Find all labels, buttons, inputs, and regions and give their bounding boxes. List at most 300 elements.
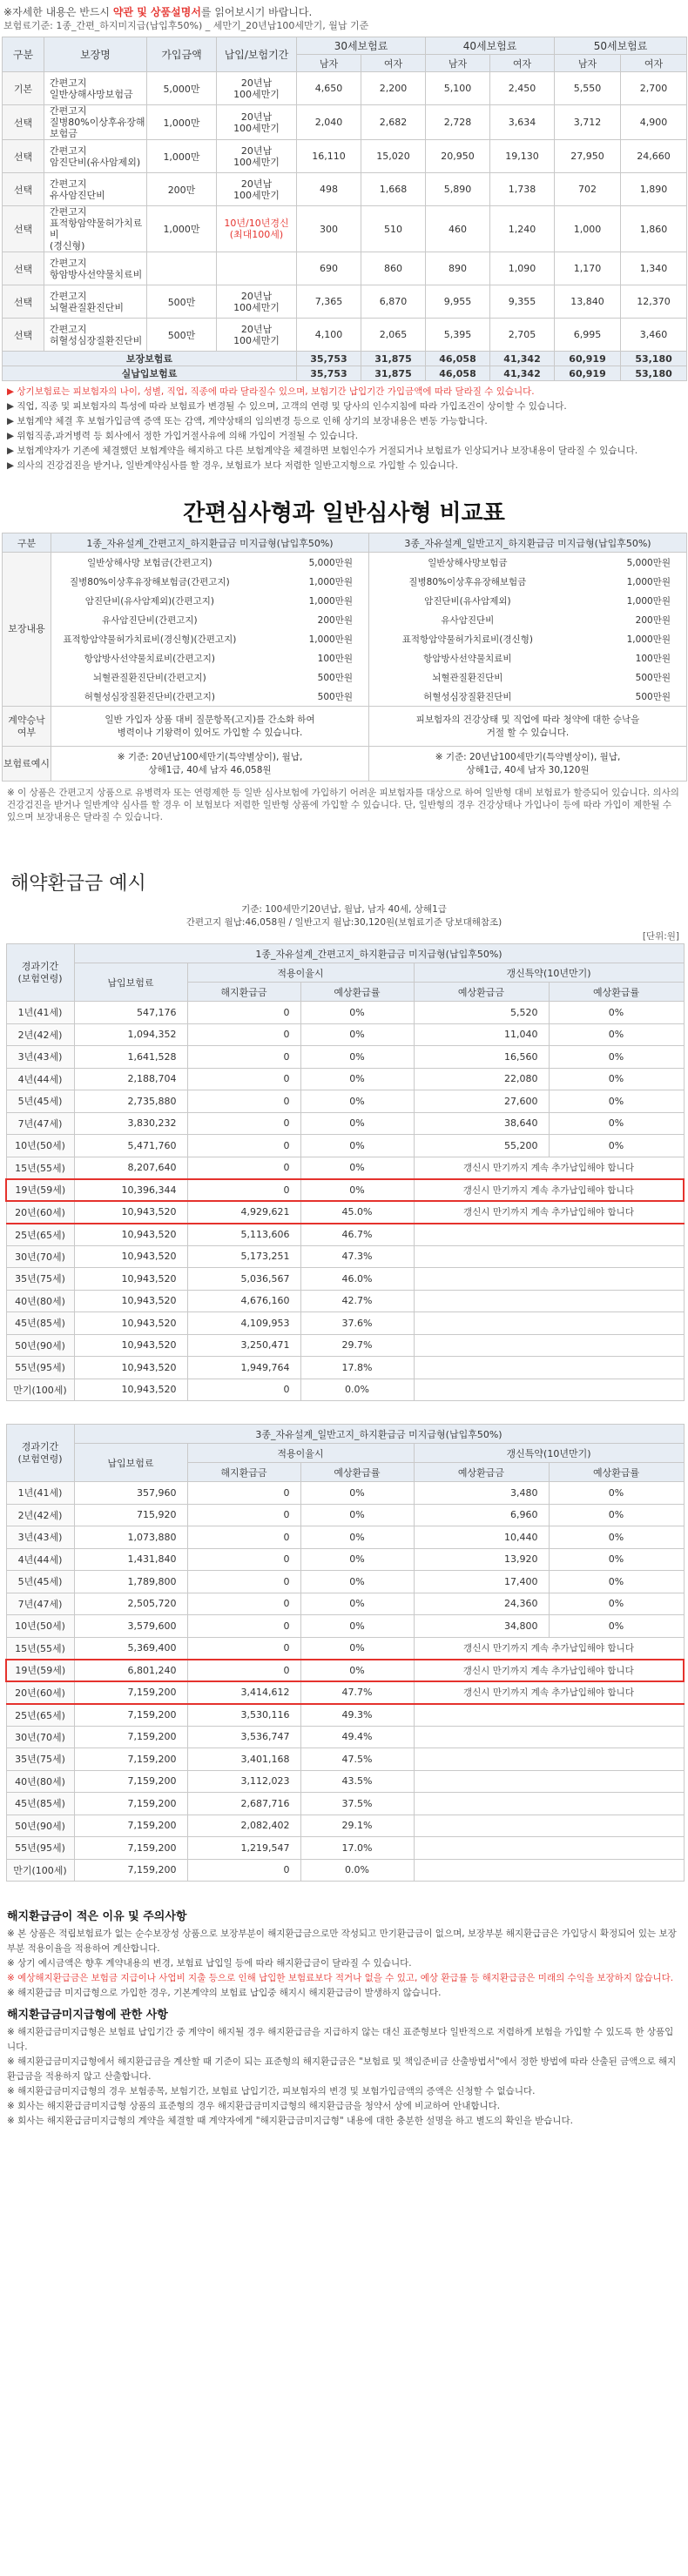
refund2-row [6, 1526, 684, 1549]
refund1-cell-rate: 0% [300, 1135, 414, 1157]
refund2-cell-rate: 47.7% [300, 1681, 414, 1704]
compare-item-amount: 500만원 [317, 672, 353, 683]
refund2-cell-renew-empty [414, 1837, 684, 1860]
refund2-row [6, 1615, 684, 1638]
refund2-cell-renew-note: 갱신시 만기까지 계속 추가납입해야 합니다 [414, 1660, 684, 1682]
compare-item-name: 유사암진단비 [441, 614, 495, 626]
premium-cell-coverage: 간편고지 허혈성심장질환진단비 [44, 319, 147, 352]
section-refund-caution-line: ※ 예상해지환급금은 보험금 지급이나 사업비 지출 등으로 인해 납입한 보험료보다 적거나 없을 수 있고, 예상 환급률 등 해지환급금은 미래의 수익을 보장하지 않습니다. [7, 1973, 674, 1983]
refund2-cell-paid: 7,159,200 [74, 1837, 187, 1860]
premium-row [3, 105, 687, 140]
refund2-cell-rate: 47.5% [300, 1748, 414, 1771]
refund1-cell-rate: 29.7% [300, 1334, 414, 1357]
refund2-cell-rate: 29.1% [300, 1815, 414, 1837]
section-refund-caution-line: ※ 본 상품은 적립보험료가 없는 순수보장성 상품으로 보장부분이 해지환급금으로만 작성되고 만기환급금이 없으며, 보장부분 해지환급금은 가입당시 확정되어 있는 보장부분 적용이율을 적용하여 계산합니다. [7, 1929, 677, 1954]
premium-sum-value: 60,919 [555, 352, 621, 366]
premium-cell-amount: 5,000만 [147, 72, 217, 105]
refund1-cell-renew-empty [414, 1379, 684, 1401]
refund1-row [6, 1068, 684, 1090]
premium-cell-coverage: 간편고지 표적항암약물허가치료비 (경신형) [44, 206, 147, 252]
premium-sum-value: 53,180 [621, 366, 687, 381]
premium-cell-value: 1,170 [555, 252, 621, 285]
premium-header-male: 남자 [297, 55, 361, 72]
compare-item-name: 뇌혈관질환진단비(간편고지) [92, 672, 206, 683]
refund1-cell-renew-refund: 38,640 [414, 1112, 549, 1135]
premium-cell-period: 20년납 100세만기 [217, 319, 297, 352]
refund1-cell-rate: 17.8% [300, 1357, 414, 1379]
compare-right-example: ※ 기준: 20년납100세만기(특약별상이), 월납, 상해1급, 40세 남자 30,120원 [369, 747, 687, 782]
section-refund-caution-title: 해지환급금이 적은 이유 및 주의사항 [7, 1910, 187, 1923]
refund1-cell-paid: 547,176 [74, 1002, 187, 1024]
refund1-cell-period: 35년(75세) [6, 1268, 74, 1291]
section-no-refund-info-title: 해지환급금미지급형에 관한 사항 [7, 2009, 168, 2022]
compare-item [51, 648, 368, 667]
refund2-cell-period: 19년(59세) [6, 1660, 74, 1682]
refund2-cell-period: 4년(44세) [6, 1548, 74, 1571]
premium-cell-category: 선택 [3, 105, 44, 140]
refund1-cell-renew-refund: 22,080 [414, 1068, 549, 1090]
premium-row [3, 252, 687, 285]
refund1-cell-paid: 10,943,520 [74, 1312, 187, 1335]
compare-item-amount: 5,000만원 [308, 557, 353, 568]
refund2-cell-renew-empty [414, 1859, 684, 1882]
refund2-cell-rate: 0% [300, 1593, 414, 1615]
premium-cell-value: 5,550 [555, 72, 621, 105]
refund2-header-renew: 갱신특약(10년만기) [414, 1444, 684, 1463]
premium-sum-value: 35,753 [297, 352, 361, 366]
premium-sum-value: 31,875 [361, 352, 426, 366]
premium-header-category: 구분 [3, 37, 44, 72]
refund1-cell-refund: 0 [187, 1068, 300, 1090]
premium-basis: 보험료기준: 1종_간편_하지미지급(납입후50%) _ 세만기_20년납100세만기, 월납 기준 [3, 20, 369, 31]
refund2-cell-refund: 0 [187, 1526, 300, 1549]
refund1-cell-renew-refund: 11,040 [414, 1023, 549, 1046]
premium-header-female: 여자 [621, 55, 687, 72]
refund1-cell-rate: 46.7% [300, 1224, 414, 1246]
premium-sum-label: 보장보험료 [3, 352, 297, 366]
premium-note: ▶ 위험직종,과거병력 등 회사에서 정한 가입거절사유에 의해 가입이 거절될 수 있습니다. [7, 431, 359, 441]
premium-cell-value: 6,870 [361, 285, 426, 319]
premium-row [3, 319, 687, 352]
refund1-cell-refund: 0 [187, 1090, 300, 1113]
premium-cell-value: 15,020 [361, 140, 426, 173]
refund2-cell-refund: 0 [187, 1504, 300, 1526]
premium-cell-value: 4,650 [297, 72, 361, 105]
refund2-cell-period: 1년(41세) [6, 1482, 74, 1505]
premium-cell-value: 3,460 [621, 319, 687, 352]
refund2-cell-refund: 3,401,168 [187, 1748, 300, 1771]
compare-item-amount: 1,000만원 [626, 576, 671, 587]
refund2-cell-renew-empty [414, 1726, 684, 1748]
premium-cell-value: 6,995 [555, 319, 621, 352]
premium-cell-value: 4,100 [297, 319, 361, 352]
refund2-row [6, 1748, 684, 1771]
compare-item-amount: 1,000만원 [308, 576, 353, 587]
notice-prefix: ※자세한 내용은 반드시 [3, 6, 113, 18]
premium-row [3, 173, 687, 206]
premium-cell-value: 1,340 [621, 252, 687, 285]
refund1-cell-rate: 0% [300, 1112, 414, 1135]
refund1-row [6, 1224, 684, 1246]
refund2-header-rrefund: 예상환급금 [414, 1463, 549, 1482]
refund1-row [6, 1357, 684, 1379]
premium-row [3, 206, 687, 252]
refund2-cell-rate: 0.0% [300, 1859, 414, 1882]
refund1-header-rate: 예상환급률 [300, 983, 414, 1002]
refund2-cell-renew-refund: 10,440 [414, 1526, 549, 1549]
premium-cell-value: 5,100 [426, 72, 490, 105]
refund1-cell-period: 4년(44세) [6, 1068, 74, 1090]
refund1-cell-period: 30년(70세) [6, 1245, 74, 1268]
refund1-header-renew: 갱신특약(10년만기) [414, 963, 684, 983]
refund1-header-period: 경과기간 (보험연령) [6, 944, 74, 1002]
refund1-cell-refund: 3,250,471 [187, 1334, 300, 1357]
refund2-row [6, 1637, 684, 1660]
refund1-cell-rate: 46.0% [300, 1268, 414, 1291]
refund1-header-paid: 납입보험료 [74, 963, 187, 1002]
refund2-cell-renew-empty [414, 1770, 684, 1793]
compare-item-amount: 1,000만원 [308, 634, 353, 645]
premium-header-male: 남자 [426, 55, 490, 72]
premium-cell-amount: 200만 [147, 173, 217, 206]
refund1-cell-paid: 2,188,704 [74, 1068, 187, 1090]
compare-item-name: 일반상해사망보험금 [428, 557, 508, 568]
refund2-cell-refund: 0 [187, 1615, 300, 1638]
premium-cell-coverage: 간편고지 유사암진단비 [44, 173, 147, 206]
refund1-cell-paid: 10,943,520 [74, 1334, 187, 1357]
notice-suffix: 를 읽어보시기 바랍니다. [200, 6, 313, 18]
compare-item-amount: 1,000만원 [626, 634, 671, 645]
compare-item-amount: 1,000만원 [626, 595, 671, 607]
refund1-cell-renew-rate: 0% [549, 1112, 684, 1135]
premium-cell-value: 690 [297, 252, 361, 285]
premium-cell-value: 2,728 [426, 105, 490, 140]
refund2-cell-period: 만기(100세) [6, 1859, 74, 1882]
compare-cat-coverage: 보장내용 [3, 553, 51, 707]
premium-cell-value: 1,090 [490, 252, 555, 285]
refund2-cell-rate: 0% [300, 1548, 414, 1571]
refund1-cell-paid: 10,943,520 [74, 1379, 187, 1401]
premium-notes [0, 381, 688, 473]
refund-basis: 기준: 100세만기20년납, 월납, 남자 40세, 상해1급 간편고지 월납:46,058원 / 일반고지 월납:30,120원(보험료기준 당보대해참조) [185, 904, 503, 928]
refund2-cell-rate: 0% [300, 1615, 414, 1638]
refund2-cell-period: 3년(43세) [6, 1526, 74, 1549]
refund2-cell-paid: 7,159,200 [74, 1681, 187, 1704]
premium-cell-value: 2,200 [361, 72, 426, 105]
premium-cell-amount: 1,000만 [147, 105, 217, 140]
section-refund-caution-line: ※ 해지환급금 미지급형으로 가입한 경우, 기본계약의 보험료 납입중 해지시 해지환급금이 발생하지 않습니다. [7, 1988, 442, 1998]
refund1-cell-renew-empty [414, 1268, 684, 1291]
compare-item-name: 허혈성심장질환진단비(간편고지) [84, 691, 215, 702]
premium-cell-coverage: 간편고지 질병80%이상후유장해보험금 [44, 105, 147, 140]
refund2-row [6, 1681, 684, 1704]
refund2-row [6, 1815, 684, 1837]
refund1-cell-renew-empty [414, 1312, 684, 1335]
refund2-cell-renew-rate: 0% [549, 1504, 684, 1526]
premium-sum-value: 41,342 [490, 352, 555, 366]
compare-cat-example: 보험료예시 [3, 747, 51, 782]
refund1-cell-renew-refund: 5,520 [414, 1002, 549, 1024]
refund1-cell-refund: 0 [187, 1112, 300, 1135]
premium-cell-value: 9,955 [426, 285, 490, 319]
premium-cell-value: 3,634 [490, 105, 555, 140]
premium-cell-category: 선택 [3, 173, 44, 206]
compare-item-name: 일반상해사망 보험금(간편고지) [87, 557, 212, 568]
premium-cell-value: 3,712 [555, 105, 621, 140]
compare-item [369, 648, 686, 667]
refund2-cell-renew-refund: 17,400 [414, 1571, 549, 1593]
refund1-cell-renew-refund: 55,200 [414, 1135, 549, 1157]
refund2-cell-period: 35년(75세) [6, 1748, 74, 1771]
compare-item-name: 암진단비(유사암제외)(간편고지) [84, 595, 214, 607]
premium-cell-value: 4,900 [621, 105, 687, 140]
refund2-cell-period: 55년(95세) [6, 1837, 74, 1860]
premium-sum-value: 46,058 [426, 352, 490, 366]
refund1-cell-refund: 4,109,953 [187, 1312, 300, 1335]
premium-cell-value: 13,840 [555, 285, 621, 319]
premium-cell-value: 2,700 [621, 72, 687, 105]
refund2-header-refund: 해지환급금 [187, 1463, 300, 1482]
premium-cell-value: 2,450 [490, 72, 555, 105]
refund2-cell-rate: 0% [300, 1504, 414, 1526]
refund1-cell-renew-note: 갱신시 만기까지 계속 추가납입해야 합니다 [414, 1179, 684, 1202]
refund2-cell-refund: 0 [187, 1482, 300, 1505]
refund1-row [6, 1157, 684, 1179]
refund2-cell-renew-rate: 0% [549, 1615, 684, 1638]
refund1-cell-refund: 0 [187, 1023, 300, 1046]
premium-row [3, 140, 687, 173]
refund2-caption: 3종_자유설계_일반고지_하지환급금 미지급형(납입후50%) [74, 1425, 684, 1444]
refund-table-2 [5, 1424, 685, 1882]
refund2-cell-rate: 49.4% [300, 1726, 414, 1748]
refund1-cell-refund: 5,113,606 [187, 1224, 300, 1246]
refund2-cell-renew-empty [414, 1748, 684, 1771]
compare-item [369, 629, 686, 648]
premium-cell-value: 1,738 [490, 173, 555, 206]
premium-header-female: 여자 [361, 55, 426, 72]
refund1-cell-period: 40년(80세) [6, 1290, 74, 1312]
refund2-cell-refund: 2,082,402 [187, 1815, 300, 1837]
refund1-cell-refund: 0 [187, 1135, 300, 1157]
refund2-cell-renew-rate: 0% [549, 1593, 684, 1615]
refund2-row [6, 1571, 684, 1593]
premium-cell-value: 9,355 [490, 285, 555, 319]
refund2-cell-period: 10년(50세) [6, 1615, 74, 1638]
refund1-row [6, 1135, 684, 1157]
refund2-row [6, 1504, 684, 1526]
refund2-row [6, 1482, 684, 1505]
refund1-cell-rate: 0% [300, 1023, 414, 1046]
refund2-cell-period: 20년(60세) [6, 1681, 74, 1704]
refund2-cell-renew-empty [414, 1793, 684, 1815]
premium-cell-value: 890 [426, 252, 490, 285]
refund1-cell-rate: 0% [300, 1179, 414, 1202]
refund1-cell-renew-empty [414, 1224, 684, 1246]
refund2-cell-paid: 7,159,200 [74, 1815, 187, 1837]
compare-item [369, 553, 686, 572]
refund2-cell-refund: 0 [187, 1593, 300, 1615]
refund1-cell-period: 5년(45세) [6, 1090, 74, 1113]
refund2-cell-period: 5년(45세) [6, 1571, 74, 1593]
refund2-row [6, 1726, 684, 1748]
refund2-header-paid: 납입보험료 [74, 1444, 187, 1482]
refund2-cell-renew-empty [414, 1815, 684, 1837]
refund2-cell-refund: 3,414,612 [187, 1681, 300, 1704]
refund1-cell-period: 50년(90세) [6, 1334, 74, 1357]
refund2-cell-rate: 0% [300, 1571, 414, 1593]
premium-table [2, 37, 687, 381]
compare-item [51, 553, 368, 572]
refund1-cell-period: 7년(47세) [6, 1112, 74, 1135]
refund2-cell-paid: 7,159,200 [74, 1726, 187, 1748]
compare-left-items [51, 553, 369, 707]
refund2-cell-period: 30년(70세) [6, 1726, 74, 1748]
refund2-cell-refund: 3,112,023 [187, 1770, 300, 1793]
premium-cell-amount [147, 252, 217, 285]
premium-cell-value: 12,370 [621, 285, 687, 319]
refund2-cell-paid: 7,159,200 [74, 1859, 187, 1882]
refund2-row [6, 1660, 684, 1682]
section-no-refund-info-line: ※ 해지환급금미지급형의 경우 보험종목, 보험기간, 보험료 납입기간, 피보험자의 변경 및 보험가입금액의 증액은 신청할 수 없습니다. [7, 2086, 536, 2096]
refund2-cell-paid: 6,801,240 [74, 1660, 187, 1682]
refund1-cell-refund: 4,929,621 [187, 1201, 300, 1224]
refund1-cell-paid: 10,943,520 [74, 1290, 187, 1312]
refund2-header-period: 경과기간 (보험연령) [6, 1425, 74, 1482]
premium-sum-value: 35,753 [297, 366, 361, 381]
premium-cell-value: 5,395 [426, 319, 490, 352]
refund1-row [6, 1090, 684, 1113]
compare-item-amount: 500만원 [317, 691, 353, 702]
refund1-cell-paid: 10,943,520 [74, 1245, 187, 1268]
refund1-cell-paid: 10,943,520 [74, 1201, 187, 1224]
premium-cell-amount: 1,000만 [147, 140, 217, 173]
compare-item [51, 687, 368, 706]
refund2-cell-refund: 3,536,747 [187, 1726, 300, 1748]
premium-cell-period: 10년/10년경신 (최대100세) [217, 206, 297, 252]
premium-cell-value: 460 [426, 206, 490, 252]
premium-cell-amount: 500만 [147, 319, 217, 352]
premium-sum-label: 실납입보험료 [3, 366, 297, 381]
compare-table [2, 533, 687, 782]
premium-cell-amount: 1,000만 [147, 206, 217, 252]
refund1-cell-refund: 0 [187, 1179, 300, 1202]
compare-left-example: ※ 기준: 20년납100세만기(특약별상이), 월납, 상해1급, 40세 남자 46,058원 [51, 747, 369, 782]
refund2-cell-paid: 715,920 [74, 1504, 187, 1526]
premium-cell-value: 27,950 [555, 140, 621, 173]
refund1-cell-rate: 37.6% [300, 1312, 414, 1335]
refund2-cell-rate: 37.5% [300, 1793, 414, 1815]
refund1-header-rrate: 예상환급률 [549, 983, 684, 1002]
premium-cell-value: 24,660 [621, 140, 687, 173]
premium-cell-coverage: 간편고지 일반상해사망보험금 [44, 72, 147, 105]
refund2-cell-paid: 7,159,200 [74, 1748, 187, 1771]
refund2-cell-renew-refund: 13,920 [414, 1548, 549, 1571]
refund2-cell-renew-note: 갱신시 만기까지 계속 추가납입해야 합니다 [414, 1637, 684, 1660]
premium-cell-value: 510 [361, 206, 426, 252]
premium-cell-category: 선택 [3, 140, 44, 173]
refund2-header-at: 적용이율시 [187, 1444, 414, 1463]
premium-cell-value: 498 [297, 173, 361, 206]
refund2-cell-rate: 0% [300, 1526, 414, 1549]
refund1-cell-period: 2년(42세) [6, 1023, 74, 1046]
refund1-cell-paid: 1,094,352 [74, 1023, 187, 1046]
refund1-header-refund: 해지환급금 [187, 983, 300, 1002]
compare-item-name: 항암방사선약물치료비 [423, 653, 512, 664]
refund2-cell-paid: 5,369,400 [74, 1637, 187, 1660]
refund1-cell-paid: 8,207,640 [74, 1157, 187, 1179]
refund-title: 해약환급금 예시 [10, 873, 146, 895]
refund2-cell-refund: 0 [187, 1660, 300, 1682]
refund1-cell-paid: 10,943,520 [74, 1268, 187, 1291]
refund1-cell-period: 55년(95세) [6, 1357, 74, 1379]
premium-sum-value: 53,180 [621, 352, 687, 366]
refund1-row [6, 1379, 684, 1401]
refund1-cell-period: 1년(41세) [6, 1002, 74, 1024]
refund2-cell-period: 25년(65세) [6, 1704, 74, 1727]
refund1-cell-period: 만기(100세) [6, 1379, 74, 1401]
refund1-cell-renew-refund: 27,600 [414, 1090, 549, 1113]
compare-item [51, 629, 368, 648]
premium-header-period: 납입/보험기간 [217, 37, 297, 72]
refund2-cell-paid: 1,431,840 [74, 1548, 187, 1571]
refund2-cell-renew-empty [414, 1704, 684, 1727]
section-refund-caution-line: ※ 상기 예시금액은 향후 계약내용의 변경, 보험료 납입일 등에 따라 해지환급금이 달라질 수 있습니다. [7, 1958, 412, 1969]
refund1-cell-rate: 42.7% [300, 1290, 414, 1312]
refund1-cell-refund: 0 [187, 1002, 300, 1024]
refund1-cell-renew-rate: 0% [549, 1002, 684, 1024]
compare-right-items [369, 553, 687, 707]
compare-item [51, 572, 368, 591]
refund2-cell-renew-refund: 24,360 [414, 1593, 549, 1615]
refund2-cell-period: 7년(47세) [6, 1593, 74, 1615]
refund1-cell-period: 25년(65세) [6, 1224, 74, 1246]
premium-header-coverage: 보장명 [44, 37, 147, 72]
refund1-row [6, 1046, 684, 1069]
refund2-row [6, 1593, 684, 1615]
compare-item [369, 591, 686, 610]
compare-item-name: 항암방사선약물치료비(간편고지) [84, 653, 215, 664]
refund2-cell-renew-rate: 0% [549, 1482, 684, 1505]
section-no-refund-info-line: ※ 회사는 해지환급금미지급형 상품의 표준형의 경우 해지환급금미지급형의 해지환급금을 청약서 상에 비교하여 안내합니다. [7, 2101, 501, 2111]
section-no-refund-info-line: ※ 회사는 해지환급금미지급형의 계약을 체결할 때 계약자에게 "해지환급금미지급형" 내용에 대한 충분한 설명을 하고 별도의 확인을 받습니다. [7, 2116, 574, 2126]
refund2-cell-paid: 7,159,200 [74, 1770, 187, 1793]
refund1-cell-paid: 2,735,880 [74, 1090, 187, 1113]
refund2-header-rate: 예상환급률 [300, 1463, 414, 1482]
refund2-cell-refund: 3,530,116 [187, 1704, 300, 1727]
premium-cell-category: 기본 [3, 72, 44, 105]
premium-cell-value: 702 [555, 173, 621, 206]
refund1-cell-paid: 5,471,760 [74, 1135, 187, 1157]
refund2-cell-period: 40년(80세) [6, 1770, 74, 1793]
compare-item-name: 질병80%이상후유장해보험금 [408, 576, 527, 587]
refund1-cell-refund: 0 [187, 1157, 300, 1179]
refund1-cell-renew-rate: 0% [549, 1046, 684, 1069]
premium-cell-value: 16,110 [297, 140, 361, 173]
premium-cell-period: 20년납 100세만기 [217, 105, 297, 140]
refund1-row [6, 1290, 684, 1312]
refund1-cell-paid: 10,943,520 [74, 1357, 187, 1379]
premium-header-age40: 40세보험료 [426, 37, 555, 55]
refund2-cell-paid: 2,505,720 [74, 1593, 187, 1615]
compare-item [369, 667, 686, 687]
premium-note: ▶ 의사의 건강검진을 받거나, 일반계약심사를 할 경우, 보험료가 보다 저렴한 일반고지형으로 가입할 수 있습니다. [7, 460, 458, 471]
premium-cell-period: 20년납 100세만기 [217, 72, 297, 105]
compare-item-name: 허혈성심장질환진단비 [423, 691, 512, 702]
premium-cell-value: 1,890 [621, 173, 687, 206]
premium-cell-amount: 500만 [147, 285, 217, 319]
compare-item-amount: 100만원 [635, 653, 671, 664]
refund2-cell-period: 45년(85세) [6, 1793, 74, 1815]
